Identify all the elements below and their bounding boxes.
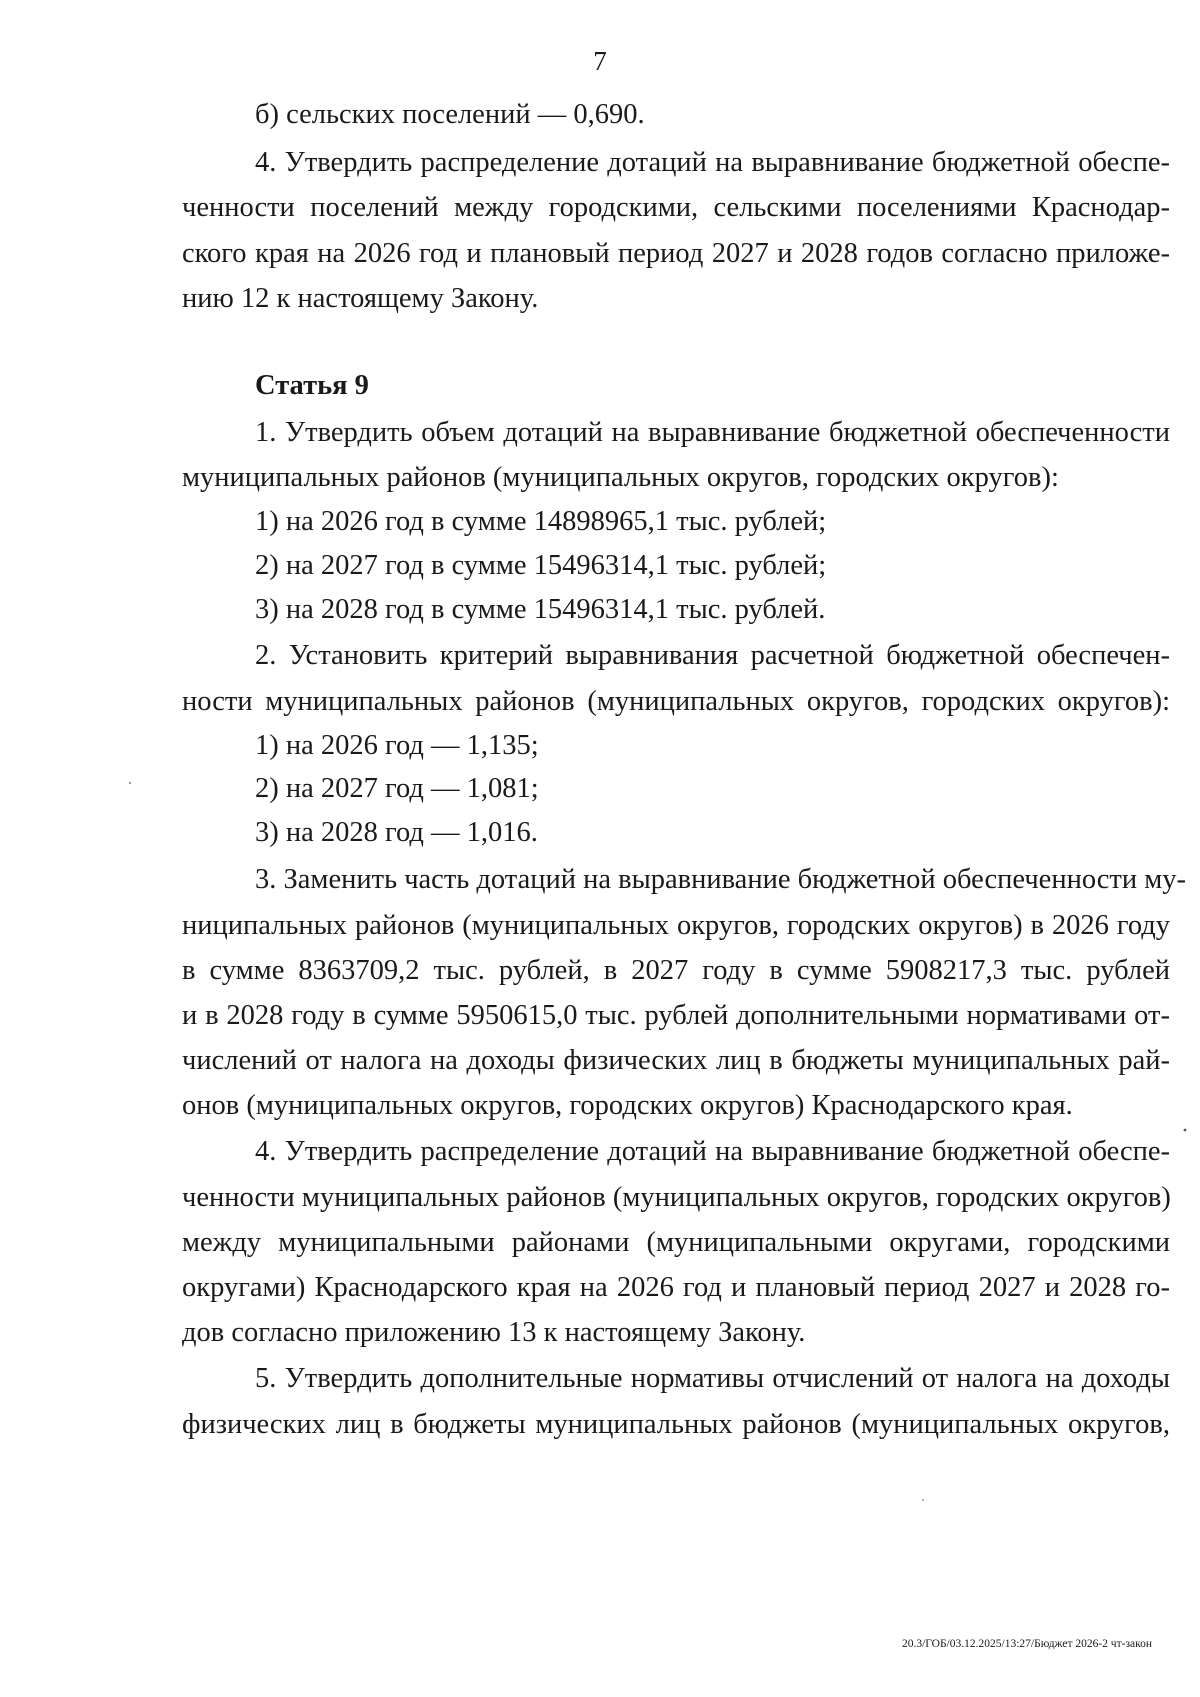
page-number: 7 bbox=[593, 46, 607, 76]
text-line: онов (муниципальных округов, городских округов) Краснодарского края. bbox=[182, 1090, 1073, 1121]
text-line: ности муниципальных районов (муниципальных округов, городских округов): bbox=[182, 686, 1170, 717]
text-line: 1) на 2026 год — 1,135; bbox=[255, 730, 539, 761]
text-line: 3. Заменить часть дотаций на выравнивание бюджетной обеспеченности му- bbox=[255, 864, 1187, 895]
text-line: ского края на 2026 год и плановый период 2027 и 2028 годов согласно приложе- bbox=[182, 238, 1170, 269]
text-line: 4. Утвердить распределение дотаций на выравнивание бюджетной обеспе- bbox=[255, 1136, 1170, 1167]
text-line: округами) Краснодарского края на 2026 год и плановый период 2027 и 2028 го- bbox=[182, 1272, 1170, 1303]
text-line: числений от налога на доходы физических лиц в бюджеты муниципальных рай- bbox=[182, 1045, 1170, 1076]
text-line: между муниципальными районами (муниципальными округами, городскими bbox=[182, 1227, 1170, 1258]
text-line: 5. Утвердить дополнительные нормативы отчислений от налога на доходы bbox=[255, 1363, 1170, 1394]
text-line: дов согласно приложению 13 к настоящему Закону. bbox=[182, 1317, 806, 1348]
speck bbox=[129, 782, 131, 784]
text-line: 2) на 2027 год в сумме 15496314,1 тыс. рублей; bbox=[255, 550, 827, 581]
article-heading: Статья 9 bbox=[255, 370, 369, 401]
text-line: 3) на 2028 год в сумме 15496314,1 тыс. рублей. bbox=[255, 594, 826, 625]
text-line: ченности поселений между городскими, сельскими поселениями Краснодар- bbox=[182, 192, 1170, 223]
text-line: 3) на 2028 год — 1,016. bbox=[255, 817, 538, 848]
text-line: муниципальных районов (муниципальных округов, городских округов): bbox=[182, 462, 1059, 493]
text-line: б) сельских поселений — 0,690. bbox=[255, 99, 645, 130]
text-line: в сумме 8363709,2 тыс. рублей, в 2027 году в сумме 5908217,3 тыс. рублей bbox=[182, 955, 1170, 986]
text-line: нию 12 к настоящему Закону. bbox=[182, 283, 539, 314]
text-line: 1) на 2026 год в сумме 14898965,1 тыс. рублей; bbox=[255, 506, 827, 537]
text-line: физических лиц в бюджеты муниципальных районов (муниципальных округов, bbox=[182, 1409, 1170, 1440]
document-footer-code: 20.3/ГОБ/03.12.2025/13:27/Бюджет 2026-2 чт-закон bbox=[901, 1638, 1152, 1650]
text-line: 1. Утвердить объем дотаций на выравнивание бюджетной обеспеченности bbox=[255, 417, 1170, 448]
text-line: 2) на 2027 год — 1,081; bbox=[255, 773, 539, 804]
speck bbox=[1184, 1129, 1187, 1132]
text-line: ченности муниципальных районов (муниципальных округов, городских округов) bbox=[182, 1182, 1171, 1213]
speck bbox=[922, 1499, 924, 1501]
text-line: 2. Установить критерий выравнивания расчетной бюджетной обеспечен- bbox=[255, 640, 1170, 671]
text-line: ниципальных районов (муниципальных округов, городских округов) в 2026 году bbox=[182, 910, 1170, 941]
text-line: и в 2028 году в сумме 5950615,0 тыс. рублей дополнительными нормативами от- bbox=[182, 1000, 1170, 1031]
text-line: 4. Утвердить распределение дотаций на выравнивание бюджетной обеспе- bbox=[255, 147, 1170, 178]
